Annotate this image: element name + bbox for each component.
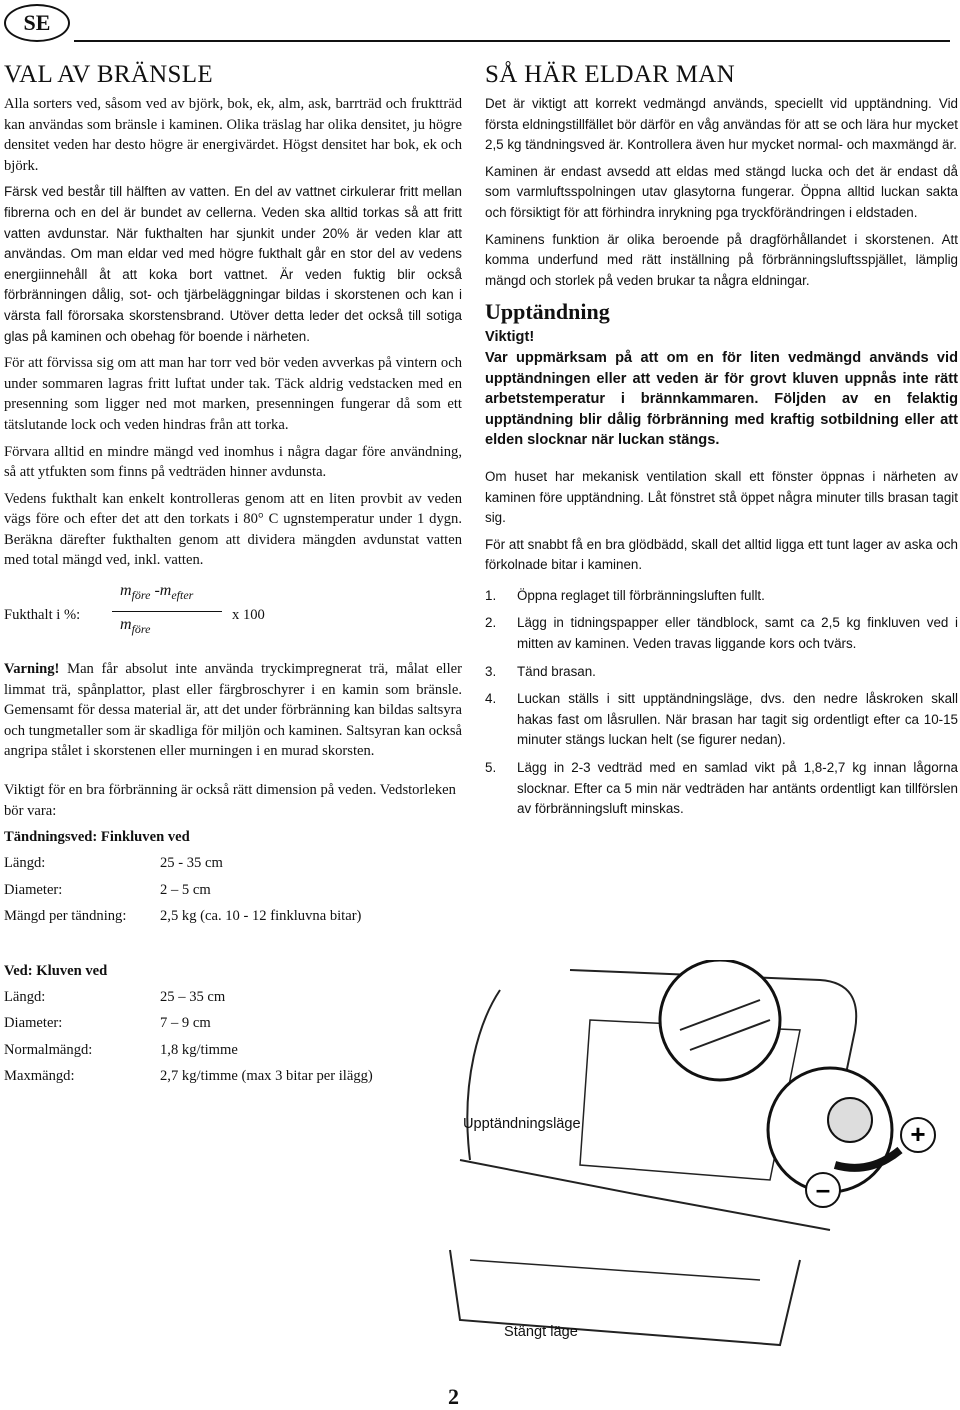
header-rule bbox=[74, 40, 950, 42]
list-item bbox=[485, 662, 958, 683]
list-item bbox=[485, 586, 958, 607]
important-label: Viktigt! bbox=[485, 329, 535, 346]
formula-multiplier: x 100 bbox=[232, 607, 265, 624]
row-label: Längd: bbox=[4, 855, 46, 872]
step-number: 2. bbox=[485, 615, 497, 631]
plus-glyph: + bbox=[910, 1119, 926, 1149]
caption-closed-position: Stängt läge bbox=[504, 1324, 578, 1340]
step-text: Öppna reglaget till förbränningsluften fullt. bbox=[517, 587, 765, 603]
detail-circle-top bbox=[660, 960, 780, 1080]
list-item bbox=[485, 758, 958, 820]
row-value: 25 - 35 cm bbox=[160, 855, 223, 872]
table-row bbox=[4, 880, 361, 907]
row-value: 2 – 5 cm bbox=[160, 881, 211, 898]
table-row bbox=[4, 987, 373, 1014]
step-text: Lägg in 2-3 vedträd med en samlad vikt på 1,8-2,7 kg innan lågorna slocknar. Efter ca 5 min när vedträden har antänts ordentligt kan tillförslen av förbränningsluft minskas. bbox=[517, 760, 958, 817]
table-row bbox=[4, 853, 361, 880]
formula-minus-m: -m bbox=[154, 582, 172, 600]
step-number: 1. bbox=[485, 587, 497, 603]
step-text: Tänd brasan. bbox=[517, 663, 596, 679]
air-control-knob bbox=[828, 1098, 872, 1142]
moisture-formula bbox=[4, 579, 462, 653]
subheading-ignition: Upptändning bbox=[485, 299, 610, 325]
row-value: 2,5 kg (ca. 10 - 12 finkluvna bitar) bbox=[160, 908, 362, 925]
list-item bbox=[485, 689, 958, 751]
wood-title: Ved: Kluven ved bbox=[4, 962, 108, 979]
formula-m-denominator: m bbox=[120, 616, 132, 634]
paragraph-ventilation: Om huset har mekanisk ventilation skall ett fönster öppnas i närheten av kaminen före upptändning. Låt fönstret stå öppet några minuter tills brasan tagit sig. bbox=[485, 468, 958, 526]
right-column bbox=[485, 60, 958, 827]
formula-sub-denominator: före bbox=[131, 622, 151, 637]
step-number: 3. bbox=[485, 663, 497, 679]
paragraph-fresh-wood: Färsk ved består till hälften av vatten. En del av vattnet cirkulerar fritt mellan fibrerna och en del är bundet av cellerna. Veden ska alltid torkas så att fritt vatten avdunstar. När fukthalten har sjunkit under 20% är veden klar att användas. Om man eldar ved med högre fukthalt går en stor del av vedens energiinnehåll åt att koka bort vattnet. Är veden fuktig blir också förbränningen dålig, sot- och tjärbeläggningar bildas i skorstenen och kan i värsta fall förorsaka skorstensbrand. Utöver detta leder det också till sotiga glas på kaminen och obehag för boende i närheten. bbox=[4, 184, 462, 344]
stove-door-illustration bbox=[440, 960, 960, 1360]
row-label: Diameter: bbox=[4, 881, 63, 898]
row-value: 25 – 35 cm bbox=[160, 988, 226, 1005]
section-title-how-to: SÅ HÄR ELDAR MAN bbox=[485, 61, 735, 88]
kindling-table bbox=[4, 853, 361, 933]
paragraph-draft: Kaminens funktion är olika beroende på dragförhållandet i skorstenen. Att komma underfund med rätt inställning på förbränningsluftsspjället, lämplig mängd och storlek på veden brukar ta några eldningar. bbox=[485, 231, 958, 288]
language-badge bbox=[4, 4, 70, 42]
step-text: Lägg in tidningspapper eller tändblock, samt ca 2,5 kg finkluven ved i mitten av kaminen. Veden travas liggande kors och tvärs. bbox=[517, 615, 958, 652]
table-row bbox=[4, 906, 361, 933]
important-text: Var uppmärksam på att om en för liten vedmängd används vid upptändningen eller att veden är för grovt kluven uppnås inte rätt arbetstemperatur i brännkammaren. Följden av en felaktig upptändning blir dålig förbränning med kraftig sotbildning eller att elden slocknar när luckan stängs. bbox=[485, 349, 958, 449]
paragraph-correct-amount: Det är viktigt att korrekt vedmängd används, speciellt vid upptändning. Vid första eldningstillfället bör därför en våg användas för att se och lära hur mycket 2,5 kg tändningsved är. Kontrollera även hur mycket normal- och maxmängd är. bbox=[485, 96, 958, 153]
minus-glyph: – bbox=[815, 1174, 831, 1204]
row-label: Längd: bbox=[4, 988, 46, 1005]
row-label: Diameter: bbox=[4, 1015, 63, 1032]
formula-denominator bbox=[120, 615, 150, 640]
step-text: Luckan ställs i sitt upptändningsläge, dvs. den nedre låskroken skall hakas fast om låsrullen. När brasan har tagit sig ordentligt efter ca 10-15 minuter stängs luckan helt (se figurer nedan). bbox=[517, 691, 958, 748]
paragraph-dimension: Viktigt för en bra förbränning är också rätt dimension på veden. Vedstorleken bör vara: bbox=[4, 782, 456, 819]
left-column bbox=[4, 60, 462, 1093]
paragraph-store-indoors: Förvara alltid en mindre mängd ved inomhus i några dagar före användning, så att ytfukten som finns på vedträden hinner avdunsta. bbox=[4, 443, 462, 481]
row-label: Normalmängd: bbox=[4, 1041, 93, 1058]
row-value: 2,7 kg/timme (max 3 bitar per ilägg) bbox=[160, 1068, 373, 1085]
warning-text: Man får absolut inte använda tryckimpregnerat trä, målat eller limmat trä, spånplattor, plast eller färgbroschyrer i en kamin som bränsle. Gemensamt för dessa material är, att det under förbränning kan bildas saltsyra och tungmetaller som är skadliga för miljön och kaminen. Saltsyran kan också angripa stålet i skorstenen eller murningen i en murad skorsten. bbox=[4, 661, 462, 760]
row-label: Maxmängd: bbox=[4, 1068, 75, 1085]
kindling-title: Tändningsved: Finkluven ved bbox=[4, 829, 190, 846]
section-title-fuel: VAL AV BRÄNSLE bbox=[4, 61, 213, 88]
paragraph-closed-door: Kaminen är endast avsedd att eldas med stängd lucka och det är endast då som varmluftsspolningen utav glasytorna fungerar. Öppna alltid luckan sakta och försiktigt för att förhindra inrykning pga tryckförändringen i eldstaden. bbox=[485, 163, 958, 220]
table-row bbox=[4, 1013, 373, 1040]
fraction-bar bbox=[112, 611, 222, 612]
paragraph-dry-wood: För att förvissa sig om att man har torr ved bör veden avverkas på vintern och under sommaren lagras fritt luftat under tak. Täck aldrig vedstacken med en presenning som ligger ned mot marken, presenningen fungerar då som ett tätslutande lock och veden hindras från att torka. bbox=[4, 355, 462, 433]
row-label: Mängd per tändning: bbox=[4, 908, 127, 925]
page-number: 2 bbox=[448, 1384, 459, 1409]
list-item bbox=[485, 613, 958, 654]
paragraph-wood-types: Alla sorters ved, såsom ved av björk, bok, ek, alm, ask, barrträd och fruktträd kan användas som bränsle i kaminen. Olika träslag har olika densitet, ju högre densitet veden har desto högre är energivärdet. Högst densitet har bok, ek och björk. bbox=[4, 96, 462, 174]
table-row bbox=[4, 1066, 373, 1093]
formula-label: Fukthalt i %: bbox=[4, 607, 81, 624]
warning-label: Varning! bbox=[4, 661, 60, 678]
table-row bbox=[4, 1040, 373, 1067]
wood-table bbox=[4, 987, 373, 1093]
language-code: SE bbox=[23, 10, 51, 35]
formula-m-before: m bbox=[120, 582, 132, 600]
formula-sub-after: efter bbox=[171, 588, 194, 603]
row-value: 1,8 kg/timme bbox=[160, 1041, 238, 1058]
formula-sub-before: före bbox=[131, 588, 151, 603]
step-number: 4. bbox=[485, 691, 497, 707]
paragraph-moisture-check: Vedens fukthalt kan enkelt kontrolleras genom att en liten provbit av veden vägs före och efter det att den torkats i 80° C ugnstemperatur under 1 dygn. Beräkna därefter fukthalten genom att dividera mängden avdunstat vatten med total mängd ved, inkl. vatten. bbox=[4, 490, 462, 569]
paragraph-ember-bed: För att snabbt få en bra glödbädd, skall det alltid ligga ett tunt lager av aska och förkolnade bitar i kaminen. bbox=[485, 536, 958, 573]
step-number: 5. bbox=[485, 760, 497, 776]
ignition-steps bbox=[485, 586, 958, 820]
row-value: 7 – 9 cm bbox=[160, 1015, 211, 1032]
paragraph-warning bbox=[4, 659, 462, 762]
formula-numerator bbox=[120, 581, 193, 606]
caption-ignition-position: Upptändningsläge bbox=[463, 1116, 581, 1132]
